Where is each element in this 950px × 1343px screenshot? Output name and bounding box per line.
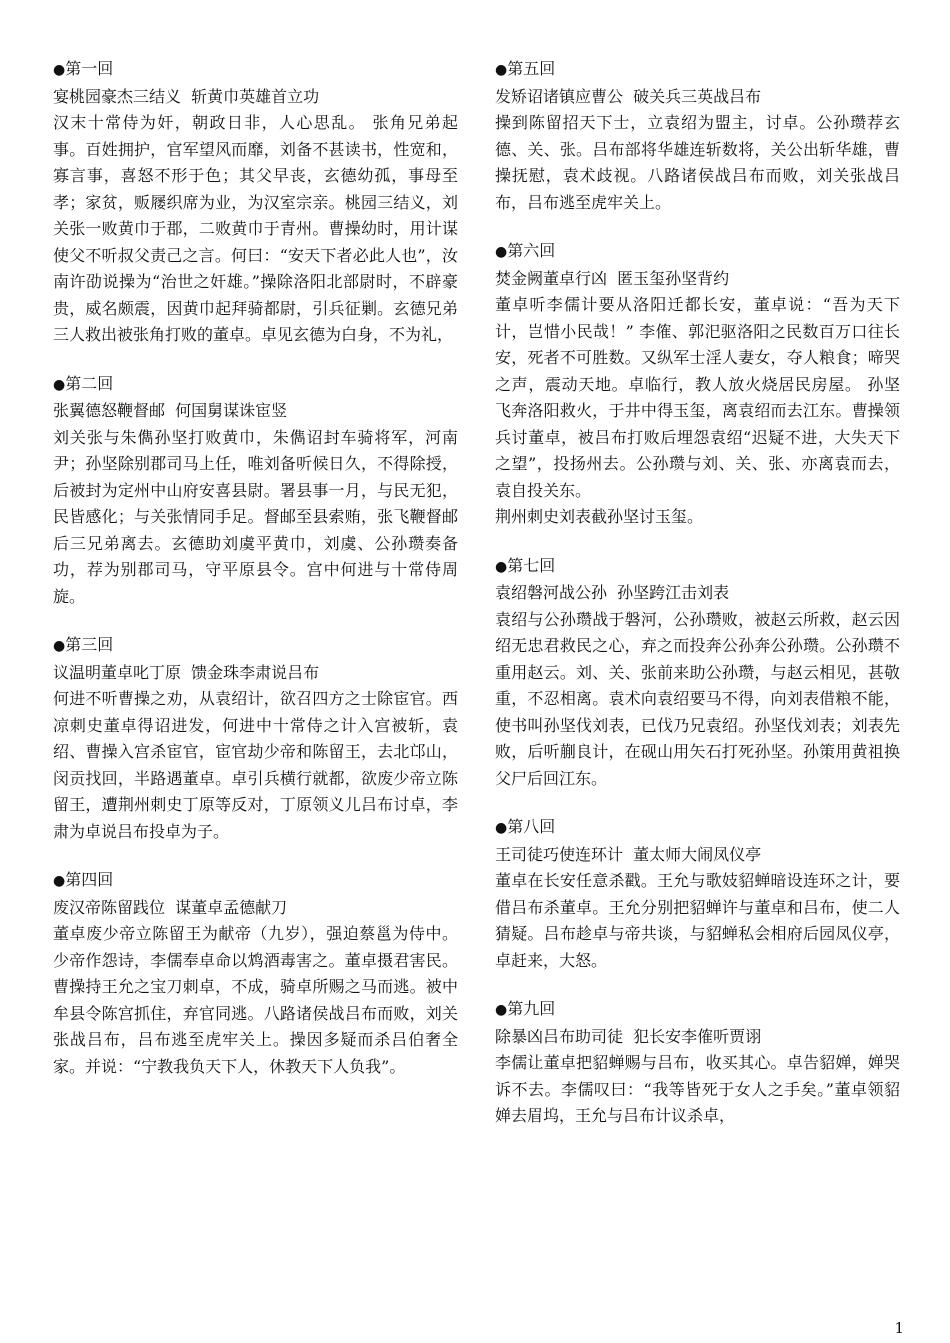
bullet-icon: ● [53,873,66,889]
chapter-heading [53,867,458,895]
chapter-label: 第二回 [65,373,114,393]
chapter-label: 第五回 [507,59,556,78]
chapter-label: 第九回 [507,999,556,1018]
chapter-heading [495,238,900,266]
right-column [495,56,900,1152]
chapter-title: 王司徒巧使连环计 董太师大闹凤仪亭 [495,844,762,864]
chapter-heading [495,553,900,581]
chapter-heading [53,632,458,660]
bullet-icon: ● [495,820,508,836]
chapter-section [53,867,458,1080]
chapter-section [53,371,458,611]
chapter-section [495,553,900,793]
chapter-label: 第八回 [507,817,556,836]
bullet-icon: ● [495,1002,508,1018]
bullet-icon: ● [53,376,66,393]
chapter-label: 第七回 [507,555,556,575]
chapter-title: 张翼德怒鞭督邮 何国舅谋诛宦竖 [53,401,288,420]
chapter-section [495,56,900,216]
chapter-section [495,814,900,974]
chapter-body: 汉末十常侍为奸，朝政日非，人心思乱。 张角兄弟起事。百姓拥护，官军望风而靡，刘备不甚读书，性宽和，寡言事，喜怒不形于色；其父早丧，玄德幼孤，事母至孝；家贫，贩屦织席为业，为汉室宗亲。桃园三结义，刘关张一败黄巾于郡，二败黄巾于青州。曹操幼时，用计谋使父不听叔父责己之言。何曰：“安天下者必此人也”，汝南许劭说操为“治世之奸雄。”操除洛阳北部尉时，不辟豪贵，威名颇震，因黄巾起拜骑都尉，引兵征剿。玄德兄弟三人救出被张角打败的董卓。卓见玄德为白身，不为礼， [53,113,458,344]
chapter-body: 董卓听李儒计要从洛阳迁都长安，董卓说：“吾为天下计，岂惜小民哉！” 李傕、郭汜驱洛阳之民数百万口往长安，死者不可胜数。又纵军士淫人妻女，夺人粮食；啼哭之声，震动天地。卓临行，教人放火烧居民房屋。 孙坚飞奔洛阳救火，于井中得玉玺，离袁绍而去江东。曹操领兵讨董卓，被吕布打败后埋怨袁绍“迟疑不进，大失天下之望”，投扬州去。公孙瓒与刘、关、张、亦离袁而去，袁自投关东。 [495,295,900,500]
chapter-body: 董卓在长安任意杀戳。王允与歌妓貂蝉暗设连环之计，要借吕布杀董卓。王允分别把貂蝉许与董卓和吕布，使二人猜疑。吕布趁卓与帝共谈，与貂蝉私会相府后园凤仪亭，卓赶来，大怒。 [495,871,900,970]
chapter-body: 袁绍与公孙瓒战于磐河，公孙瓒败，被赵云所救，赵云因绍无忠君救民之心，弃之而投奔公孙奔公孙瓒。公孙瓒不重用赵云。刘、关、张前来助公孙瓒，与赵云相见，甚敬重，不忍相离。袁术向袁绍要马不得，向刘表借粮不能，使书叫孙坚伐刘表，已伐乃兄袁绍。孙坚伐刘表；刘表先败，后听蒯良计，在砚山用矢石打死孙坚。孙策用黄祖换父尸后回江东。 [495,609,900,788]
chapter-body: 董卓废少帝立陈留王为献帝（九岁），强迫蔡邕为侍中。少帝作怨诗，李儒奉卓命以鸩酒毒害之。董卓摄君害民。曹操持王允之宝刀刺卓，不成，骑卓所赐之马而逃。被中牟县令陈宫抓住，弃官同逃。八路诸侯战吕布而败，刘关张战吕布，吕布逃至虎牢关上。操因多疑而杀吕伯奢全家。并说：“宁教我负天下人，休教天下人负我”。 [53,924,458,1076]
chapter-label: 第一回 [65,59,114,78]
chapter-body: 李儒让董卓把貂蝉赐与吕布，收买其心。卓告貂婵，婵哭诉不去。李儒叹曰：“我等皆死于女人之手矣。”董卓领貂婵去眉坞，王允与吕布计议杀卓， [495,1053,900,1125]
chapter-label: 第三回 [65,635,114,654]
left-column [53,56,458,1102]
bullet-icon: ● [53,638,66,654]
bullet-icon: ● [495,558,508,575]
chapter-heading [495,814,900,842]
chapter-body: 操到陈留招天下士，立袁绍为盟主，讨卓。公孙瓒荐玄德、关、张。吕布部将华雄连斩数将，关公出斩华雄，曹操抚慰，袁术歧视。八路诸侯战吕布而败，刘关张战吕布，吕布逃至虎牢关上。 [495,113,900,212]
bullet-icon: ● [495,244,508,260]
chapter-body: 何进不听曹操之劝，从袁绍计，欲召四方之士除宦官。西凉刺史董卓得诏进发，何进中十常侍之计入宫被斩，袁绍、曹操入宫杀宦官，宦官劫少帝和陈留王，去北邙山，闵贡找回，半路遇董卓。卓引兵横行就都，欲废少帝立陈留王，遭荆州刺史丁原等反对，丁原领义儿吕布讨卓，李肃为卓说吕布投卓为子。 [53,689,458,841]
chapter-heading [495,56,900,84]
chapter-extra: 荆州刺史刘表截孙坚讨玉玺。 [495,507,704,526]
chapter-section [53,632,458,845]
bullet-icon: ● [495,62,508,78]
chapter-heading [53,56,458,84]
chapter-section [495,238,900,531]
chapter-title: 焚金阙董卓行凶 匿玉玺孙坚背约 [495,268,730,288]
page-number: 1 [894,1319,904,1337]
chapter-title: 袁绍磐河战公孙 孙坚跨江击刘表 [495,583,730,602]
chapter-title: 议温明董卓叱丁原 馈金珠李肃说吕布 [53,662,320,682]
chapter-label: 第四回 [65,870,114,889]
chapter-heading [495,996,900,1024]
bullet-icon: ● [53,62,66,78]
chapter-section [495,996,900,1130]
chapter-body: 刘关张与朱儁孙坚打败黄巾，朱儁诏封车骑将军，河南尹；孙坚除别郡司马上任，唯刘备听候日久，不得除授，后被封为定州中山府安喜县尉。署县事一月，与民无犯，民皆感化；与关张情同手足。督邮至县索贿，张飞鞭督邮后三兄弟离去。玄德助刘虞平黄巾，刘虞、公孙瓒奏备功，荐为别郡司马，守平原县令。宫中何进与十常侍周旋。 [53,427,458,606]
chapter-heading [53,371,458,399]
chapter-title: 发矫诏诸镇应曹公 破关兵三英战吕布 [495,86,762,106]
chapter-title: 宴桃园豪杰三结义 斩黄巾英雄首立功 [53,86,320,106]
chapter-title: 废汉帝陈留践位 谋董卓孟德献刀 [53,897,288,917]
chapter-section [53,56,458,349]
chapter-title: 除暴凶吕布助司徒 犯长安李傕听贾诩 [495,1026,762,1046]
chapter-label: 第六回 [507,241,556,260]
